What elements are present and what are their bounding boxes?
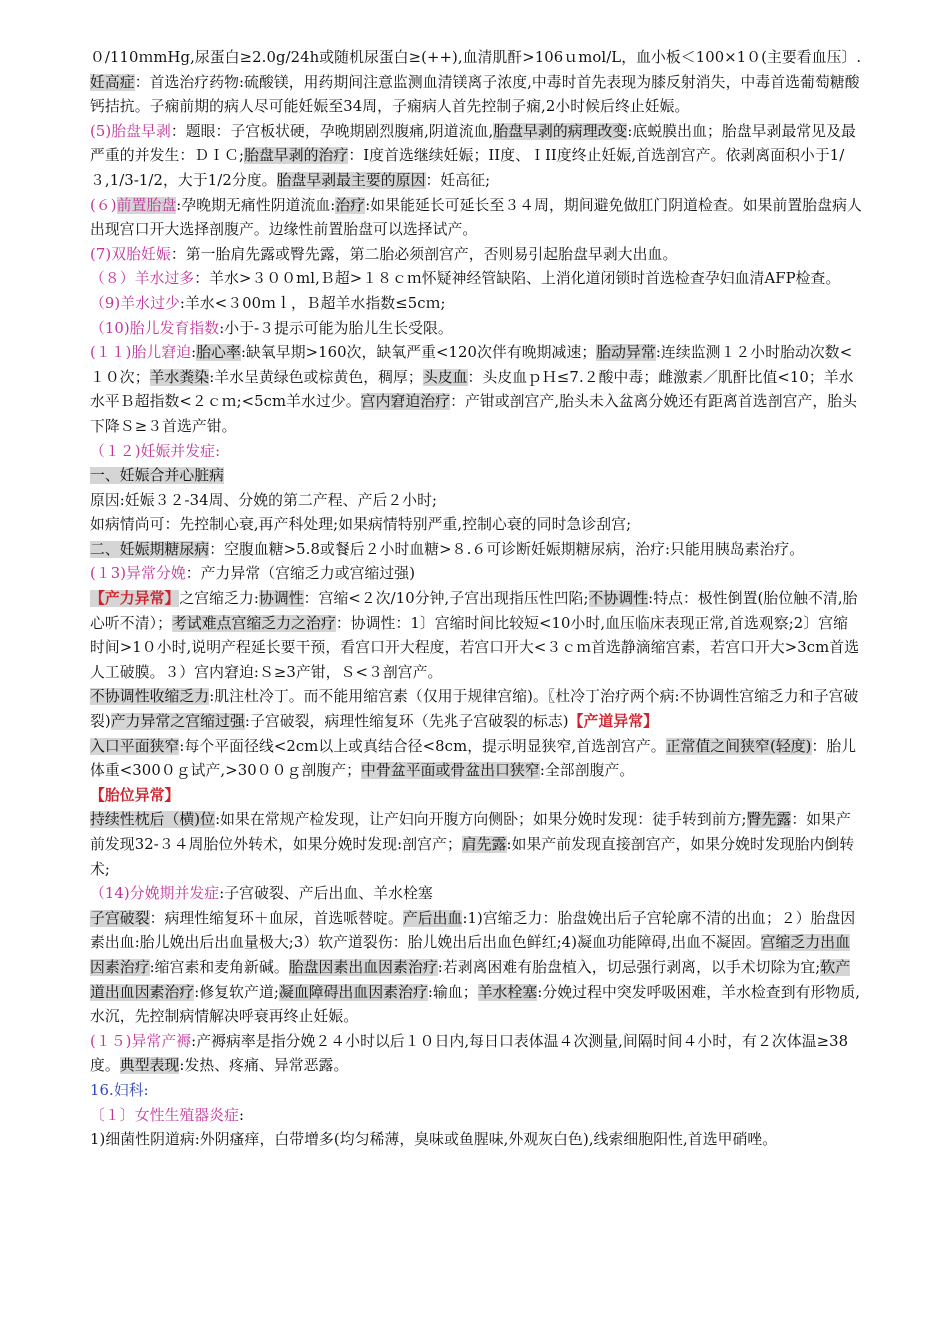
highlight-term: 子宫破裂	[90, 909, 150, 927]
paragraph-gestational-diabetes: 二、妊娠期糖尿病：空腹血糖>5.8或餐后２小时血糖>８.６可诊断妊娠期糖尿病，治疗:只能用胰岛素治疗。	[90, 540, 805, 558]
highlight-term: 一、妊娠合并心脏病	[90, 467, 225, 485]
highlight-term: 产后出血	[402, 909, 463, 927]
section-heading: (１１)胎儿窘迫	[90, 344, 192, 362]
section-heading: （１２)妊娠并发症	[90, 442, 216, 460]
highlight-term: 持续性枕后（横)位	[90, 811, 216, 829]
paragraph-fetal-index: （10)胎儿发育指数:小于-３提示可能为胎儿生长受限。	[90, 319, 453, 337]
highlight-term: 妊高症	[90, 73, 135, 91]
paragraph-bacterial-vaginosis: 1)细菌性阴道病:外阴瘙痒，白带增多(均匀稀薄，臭味或鱼腥味,外观灰白色),线索细胞阳性,首选甲硝唑。	[90, 1131, 778, 1149]
section-heading: (5)胎盘早剥	[90, 122, 171, 140]
highlight-term: 软产道出血因素治疗	[90, 958, 851, 1001]
highlight-term: 宫缩乏力出血因素治疗	[90, 934, 851, 976]
paragraph-polyhydramnios: （８）羊水过多：羊水>３００ml,Ｂ超>１８ｃｍ怀疑神经管缺陷、上消化道闭锁时首选检查孕妇血清AFP检查。	[90, 270, 841, 288]
paragraph-placental-abruption: (5)胎盘早剥：题眼：子宫板状硬，孕晚期剧烈腹痛,阴道流血,胎盘早剥的病理改变:底蜕膜出血；胎盘早剥最常见及最严重的并发生：ＤＩＣ;胎盘早剥的治疗：I度首选继续妊娠；II度、ＩII度终止妊娠,首选剖宫产。依剥离面积小于1/３,1/3-1/2，大于1/2分度。胎盘早剥最主要的原因：妊高征;	[90, 122, 856, 189]
paragraph-fetal-distress: (１１)胎儿窘迫:胎心率:缺氧早期>160次，缺氧严重<120次伴有晚期减速；胎动异常:连续监测１２小时胎动次数<１０次；羊水粪染:羊水呈黄绿色或棕黄色，稠厚；头皮血：头皮血ｐＨ≤7.２酸中毒；雌激素／肌酐比值<10；羊水水平Ｂ超指数<２ｃｍ;<5cm羊水过少。宫内窘迫治疗：产钳或剖宫产,胎头未入盆离分娩还有距离首选剖宫产，胎头下降Ｓ≥３首选产钳。	[90, 344, 858, 435]
paragraph-heart-disease-cause: 原因:妊娠３２-34周、分娩的第二产程、产后２小时;	[90, 491, 438, 509]
section-heading: （８）羊水过多	[90, 270, 195, 288]
section-heading: 〔１〕女性生殖器炎症	[90, 1106, 239, 1124]
paragraph-oligohydramnios: （9)羊水过少:羊水<３00ｍｌ，Ｂ超羊水指数≤5cｍ;	[90, 294, 446, 312]
section-number: (６)	[90, 196, 117, 214]
highlight-term: 不协调性收缩乏力	[90, 688, 210, 706]
highlight-term: 凝血障碍出血因素治疗	[278, 983, 428, 1001]
highlight-term: 考试难点宫缩乏力之治疗	[171, 614, 336, 632]
highlight-term: 肩先露	[461, 836, 507, 853]
paragraph-pelvic-stenosis: 入口平面狭窄:每个平面径线<2cm以上或真结合径<8cm，提示明显狭窄,首选剖宫产。正常值之间狭窄(轻度)：胎儿体重<300０ｇ试产,>30００ｇ剖腹产；中骨盆平面或骨盆出口狭窄:全部剖腹产。	[90, 737, 857, 780]
highlight-term: 胎盘因素出血因素治疗	[288, 958, 438, 976]
paragraph-labor-complications: （14)分娩期并发症:子宫破裂、产后出血、羊水栓塞	[90, 885, 433, 903]
paragraph-abnormal-labor: (１3)异常分娩：产力异常（宫缩乏力或宫缩过强)	[90, 565, 416, 583]
paragraph-complications-heading: （１２)妊娠并发症:	[90, 442, 221, 460]
paragraph-heart-disease-treatment: 如病情尚可：先控制心衰,再产科处理;如果病情特别严重,控制心衰的同时急诊刮宫;	[90, 516, 632, 534]
paragraph-malposition: 持续性枕后（横)位:如果在常规产检发现，让产妇向开腹方向侧卧；如果分娩时发现：徒手转到前方;臀先露：如果产前发现32-３４周胎位外转术，如果分娩时发现:剖宫产；肩先露:如果产前发现直接剖宫产，如果分娩时发现胎内倒转术;	[90, 811, 855, 878]
highlight-term: 宫内窘迫治疗	[360, 393, 451, 411]
section-heading: （10)胎儿发育指数	[90, 319, 220, 337]
paragraph-malposition-heading	[90, 784, 862, 809]
highlight-term: 胎盘早剥的治疗	[244, 147, 349, 165]
paragraph-placenta-previa: (６)前置胎盘:孕晚期无痛性阴道流血:治疗:如果能延长可延长至３４周，期间避免做肛门阴道检查。如果前置胎盘病人出现宫口开大选择剖腹产。边缘性前置胎盘可以选择试产。	[90, 196, 862, 239]
section-heading: （14)分娩期并发症	[90, 885, 220, 903]
highlight-term: 胎心率	[196, 344, 241, 362]
highlight-term: 臀先露	[746, 811, 792, 829]
highlight-term: 胎盘早剥最主要的原因	[276, 171, 426, 189]
paragraph-uterine-rupture-hemorrhage: 子宫破裂：病理性缩复环＋血尿，首选哌替啶。产后出血:1)宫缩乏力：胎盘娩出后子宫轮廓不清的出血；２）胎盘因素出血:胎儿娩出后出血量极大;3）软产道裂伤：胎儿娩出后出血色鲜红;4)凝血功能障碍,出血不凝固。宫缩乏力出血因素治疗:缩宫素和麦角新碱。胎盘因素出血因素治疗:若剥离困难有胎盘植入，切忌强行剥离，以手术切除为宜;软产道出血因素治疗:修复软产道;凝血障碍出血因素治疗:输血；羊水栓塞:分娩过程中突发呼吸困难，羊水检查到有形物质,水沉，先控制病情解决呼衰再终止妊娠。	[90, 909, 861, 1026]
section-heading: (１3)异常分娩	[90, 565, 186, 583]
highlight-term: 入口平面狭窄	[90, 737, 180, 755]
highlight-term: 正常值之间狭窄(轻度)	[665, 737, 812, 755]
red-bracket-heading: 【产力异常】	[90, 590, 180, 608]
highlight-term: 头皮血	[422, 368, 468, 386]
chapter-heading: 16.妇科:	[90, 1081, 149, 1099]
highlight-term: 中骨盆平面或骨盆出口狭窄	[361, 762, 540, 780]
highlight-term: 胎动异常	[596, 344, 656, 362]
paragraph-pih: 妊高症：首选治疗药物:硫酸镁，用药期间注意监测血清镁离子浓度,中毒时首先表现为膝反射消失，中毒首选葡萄糖酸钙拮抗。子痫前期的病人尽可能妊娠至34周，子痫病人首先控制子痫,2小时候后终止妊娠。	[90, 73, 860, 116]
highlight-term: 产力异常之宫缩过强	[110, 713, 245, 731]
highlight-term: 羊水栓塞	[477, 983, 538, 1001]
highlight-term: 羊水粪染	[149, 368, 210, 386]
highlight-term: 治疗	[335, 196, 366, 214]
paragraph-gynecology-heading	[90, 1079, 862, 1104]
paragraph-genital-inflammation: 〔１〕女性生殖器炎症:	[90, 1106, 245, 1124]
paragraph-hypertension-criteria: ０/110ｍmHg,尿蛋白≥2.0g/24h或随机尿蛋白≥(++),血清肌酐>106ｕmol/L，血小板＜100×1０(主要看血压〕.	[90, 49, 862, 66]
red-bracket-heading: 【胎位异常】	[90, 786, 180, 804]
highlight-term: 典型表现	[119, 1057, 180, 1075]
red-bracket-heading: 【产道异常】	[568, 713, 659, 731]
highlight-term: 不协调性	[588, 590, 649, 608]
paragraph-twin-pregnancy: (7)双胎妊娠：第一胎肩先露或臀先露，第二胎必须剖宫产，否则易引起胎盘早剥大出血。	[90, 245, 678, 263]
highlight-term: 胎盘早剥的病理改变	[493, 122, 628, 140]
section-heading: （9)羊水过少	[90, 294, 180, 312]
paragraph-puerperium: (１５)异常产褥:产褥病率是指分娩２４小时以后１０日内,每日口表体温４次测量,间隔时间４小时，有２次体温≥38度。典型表现:发热、疼痛、异常恶露。	[90, 1032, 849, 1075]
paragraph-uterine-inertia: 【产力异常】之宫缩乏力:协调性：宫缩<２次/10分钟,子宫出现指压性凹陷;不协调性:特点：极性倒置(胎位触不清,胎心听不清）；考试难点宫缩乏力之治疗：协调性：1〕宫缩时间比较短<10小时,血压临床表现正常,首选观察;2〕宫缩时间>1０小时,说明产程延长要干预，看宫口开大程度，若宫口开大<３ｃｍ首选静滴缩宫素，若宫口开大>3cm首选人工破膜。３）宫内窘迫:Ｓ≥3产钳，Ｓ<３剖宫产。	[90, 590, 860, 681]
highlight-term: 二、妊娠期糖尿病	[90, 540, 210, 558]
section-heading: (１５)异常产褥	[90, 1032, 192, 1050]
paragraph-heart-disease-title	[90, 464, 862, 489]
paragraph-incoordinate-contraction: 不协调性收缩乏力:肌注杜冷丁。而不能用缩宫素（仅用于规律宫缩)。〖杜冷丁治疗两个病:不协调性宫缩乏力和子宫破裂)产力异常之宫缩过强:子宫破裂，病理性缩复环（先兆子宫破裂的标志)【产道异常】	[90, 688, 859, 731]
document-page	[90, 46, 862, 1153]
section-heading: (7)双胎妊娠	[90, 245, 171, 263]
highlight-term: 协调性	[258, 590, 304, 608]
section-heading: 前置胎盘	[116, 196, 177, 214]
